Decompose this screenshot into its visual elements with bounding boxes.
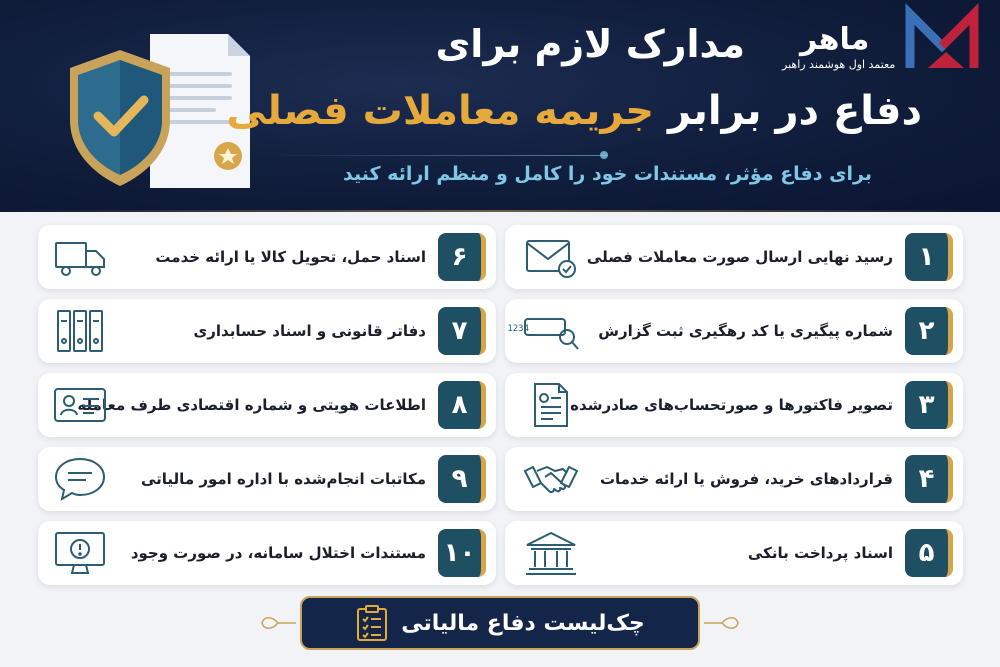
clipboard-checklist-icon (355, 604, 389, 642)
item-number: ۹ (438, 455, 486, 503)
ornament-right (704, 612, 742, 634)
footer-badge (300, 596, 700, 650)
item-number: ۲ (905, 307, 953, 355)
brand-tagline: معتمد اول هوشمند راهبر (782, 58, 896, 71)
item-number: ۸ (438, 381, 486, 429)
list-item (38, 373, 496, 437)
list-item (505, 521, 963, 585)
page-title-line2 (226, 88, 922, 134)
item-number: ۱۰ (438, 529, 486, 577)
list-item (38, 521, 496, 585)
handshake-icon (523, 455, 579, 503)
id-card-icon (52, 381, 108, 429)
invoice-icon (523, 381, 579, 429)
item-text: اطلاعات هویتی و شماره اقتصادی طرف معامله (77, 396, 426, 414)
item-number: ۱ (905, 233, 953, 281)
item-number: ۶ (438, 233, 486, 281)
item-text: مکاتبات انجام‌شده با اداره امور مالیاتی (140, 470, 426, 488)
item-text: رسید نهایی ارسال صورت معاملات فصلی (586, 248, 893, 266)
tracking-code-search-icon (507, 307, 579, 355)
item-number: ۴ (905, 455, 953, 503)
item-text: قراردادهای خرید، فروش یا ارائه خدمات (599, 470, 893, 488)
list-item (505, 299, 963, 363)
header (0, 0, 1000, 212)
ornament-left (258, 612, 296, 634)
title-highlight: جریمه معاملات فصلی (226, 88, 655, 134)
list-item (505, 447, 963, 511)
brand-name: ماهر (800, 22, 870, 57)
envelope-check-icon (523, 233, 579, 281)
item-number: ۳ (905, 381, 953, 429)
subtitle: برای دفاع مؤثر، مستندات خود را کامل و منظم ارائه کنید (343, 163, 872, 185)
item-number: ۵ (905, 529, 953, 577)
item-text: اسناد حمل، تحویل کالا یا ارائه خدمت (155, 248, 426, 266)
brand-logo-icon (906, 6, 978, 72)
bank-icon (523, 529, 579, 577)
item-text: مستندات اختلال سامانه، در صورت وجود (130, 544, 426, 562)
svg-text:1234: 1234 (507, 324, 529, 334)
monitor-alert-icon (52, 529, 108, 577)
item-text: تصویر فاکتورها و صورتحساب‌های صادرشده (570, 396, 893, 414)
list-item (38, 447, 496, 511)
list-item (38, 225, 496, 289)
footer-label: چک‌لیست دفاع مالیاتی (401, 610, 645, 636)
list-item (505, 373, 963, 437)
binders-icon (52, 307, 108, 355)
title-part: دفاع در برابر (668, 88, 922, 134)
divider (268, 155, 608, 156)
chat-bubble-icon (52, 455, 108, 503)
item-text: دفاتر قانونی و اسناد حسابداری (193, 322, 426, 340)
truck-icon (52, 233, 108, 281)
page-title-line1: مدارک لازم برای (435, 22, 745, 66)
list-item (38, 299, 496, 363)
item-text: شماره پیگیری یا کد رهگیری ثبت گزارش (598, 322, 893, 340)
item-number: ۷ (438, 307, 486, 355)
list-item (505, 225, 963, 289)
divider-dot (600, 151, 608, 159)
item-text: اسناد پرداخت بانکی (747, 544, 893, 562)
